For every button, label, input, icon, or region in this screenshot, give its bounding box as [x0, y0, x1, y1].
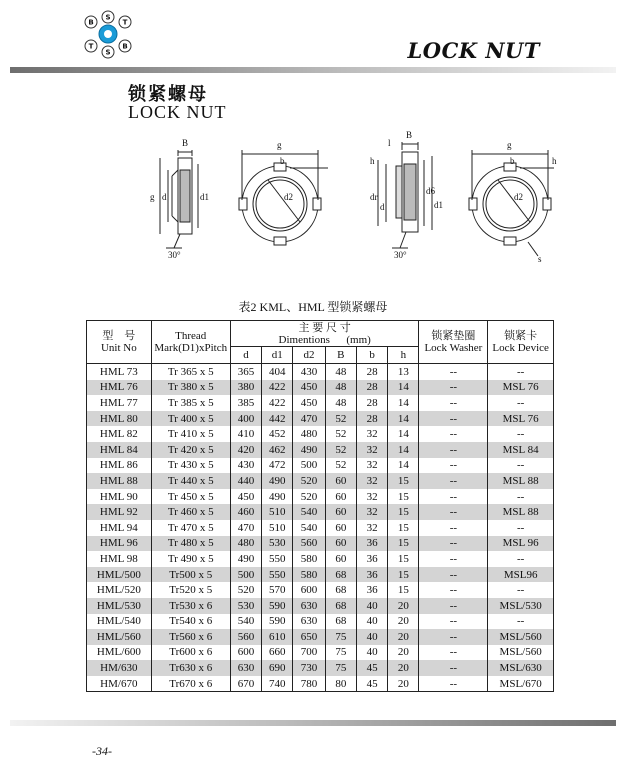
table-cell: 48 [325, 380, 356, 396]
table-cell: 500 [293, 458, 325, 474]
table-cell: -- [419, 442, 488, 458]
table-row [87, 629, 554, 645]
table-row [87, 614, 554, 630]
dim-label: B [406, 130, 413, 140]
table-cell: -- [419, 660, 488, 676]
dim-label: 30° [168, 250, 181, 260]
table-cell: Tr 450 x 5 [151, 489, 230, 505]
table-cell: Tr 480 x 5 [151, 536, 230, 552]
table-cell: 404 [262, 364, 293, 380]
table-cell: 740 [262, 676, 293, 692]
dim-label: g [507, 140, 512, 150]
table-cell: HML 77 [87, 395, 152, 411]
table-cell: MSL 88 [488, 504, 554, 520]
table-cell: HM/670 [87, 676, 152, 692]
table-row [87, 411, 554, 427]
logo-letter: S [105, 13, 111, 22]
table-cell: Tr 420 x 5 [151, 442, 230, 458]
page-number: -34- [92, 744, 112, 758]
table-row [87, 536, 554, 552]
table-cell: 510 [262, 520, 293, 536]
table-cell: MSL 84 [488, 442, 554, 458]
header-unit-no: 型 号 Unit No [87, 321, 152, 364]
table-cell: HML/600 [87, 645, 152, 661]
header-lock-device: 锁紧卡 Lock Device [488, 321, 554, 364]
table-cell: 690 [262, 660, 293, 676]
table-cell: 490 [293, 442, 325, 458]
table-cell: 422 [262, 380, 293, 396]
table-cell: 60 [325, 536, 356, 552]
table-cell: 68 [325, 598, 356, 614]
table-cell: 470 [293, 411, 325, 427]
table-cell: 32 [356, 489, 387, 505]
table-cell: HML 90 [87, 489, 152, 505]
dim-label: d6 [426, 186, 435, 196]
table-cell: -- [419, 395, 488, 411]
table-cell: 580 [293, 551, 325, 567]
table-cell: 28 [356, 395, 387, 411]
table-cell: HML/540 [87, 614, 152, 630]
table-cell: 20 [388, 645, 419, 661]
dim-label: b [280, 156, 285, 166]
table-cell: Tr 460 x 5 [151, 504, 230, 520]
table-cell: 520 [293, 473, 325, 489]
table-cell: 430 [293, 364, 325, 380]
header-dimensions: 主 要 尺 寸 Dimentions (mm) [230, 321, 419, 347]
table-cell: 20 [388, 598, 419, 614]
header-d2: d2 [293, 347, 325, 364]
table-cell: -- [488, 551, 554, 567]
dim-label: l [388, 138, 391, 148]
table-cell: -- [419, 473, 488, 489]
table-cell: Tr 440 x 5 [151, 473, 230, 489]
page-title-cn: 锁紧螺母 [128, 84, 208, 104]
table-cell: 36 [356, 551, 387, 567]
table-row [87, 364, 554, 380]
table-cell: MSL/560 [488, 629, 554, 645]
table-cell: 550 [262, 567, 293, 583]
table-cell: -- [488, 395, 554, 411]
table-cell: 422 [262, 395, 293, 411]
table-cell: HML 92 [87, 504, 152, 520]
table-cell: 20 [388, 614, 419, 630]
table-cell: 580 [293, 567, 325, 583]
side-section-washer-drawing [378, 142, 432, 248]
table-cell: 462 [262, 442, 293, 458]
table-cell: -- [488, 614, 554, 630]
table-cell: 60 [325, 473, 356, 489]
table-cell: 52 [325, 442, 356, 458]
table-cell: 48 [325, 395, 356, 411]
table-cell: -- [419, 364, 488, 380]
table-cell: MSL/530 [488, 598, 554, 614]
table-cell: 60 [325, 504, 356, 520]
table-cell: HML/530 [87, 598, 152, 614]
table-cell: 15 [388, 551, 419, 567]
table-cell: 36 [356, 567, 387, 583]
table-cell: 15 [388, 489, 419, 505]
dim-label: s [538, 254, 542, 264]
table-cell: Tr560 x 6 [151, 629, 230, 645]
table-cell: 520 [293, 489, 325, 505]
table-cell: 68 [325, 582, 356, 598]
table-cell: 540 [230, 614, 261, 630]
header-h: h [388, 347, 419, 364]
table-cell: Tr 490 x 5 [151, 551, 230, 567]
table-cell: MSL96 [488, 567, 554, 583]
table-cell: Tr600 x 6 [151, 645, 230, 661]
table-cell: Tr520 x 5 [151, 582, 230, 598]
table-cell: 365 [230, 364, 261, 380]
table-cell: Tr 470 x 5 [151, 520, 230, 536]
table-row [87, 442, 554, 458]
table-cell: 630 [293, 598, 325, 614]
table-cell: 450 [230, 489, 261, 505]
table-cell: Tr 410 x 5 [151, 426, 230, 442]
table-row [87, 426, 554, 442]
table-cell: 75 [325, 629, 356, 645]
company-logo [78, 10, 138, 60]
table-cell: Tr500 x 5 [151, 567, 230, 583]
dim-label: 30° [394, 250, 407, 260]
table-cell: 45 [356, 660, 387, 676]
header-thread: Thread Mark(D1)xPitch [151, 321, 230, 364]
table-row [87, 582, 554, 598]
table-cell: HML 84 [87, 442, 152, 458]
logo-letter: S [105, 48, 111, 57]
table-cell: 650 [293, 629, 325, 645]
table-cell: HML/520 [87, 582, 152, 598]
table-cell: 40 [356, 629, 387, 645]
table-cell: -- [419, 411, 488, 427]
table-cell: 630 [293, 614, 325, 630]
table-cell: 500 [230, 567, 261, 583]
table-row [87, 520, 554, 536]
table-cell: 410 [230, 426, 261, 442]
table-cell: -- [419, 380, 488, 396]
table-cell: 610 [262, 629, 293, 645]
table-cell: HML/560 [87, 629, 152, 645]
table-cell: 52 [325, 458, 356, 474]
table-cell: 530 [262, 536, 293, 552]
table-cell: 600 [293, 582, 325, 598]
table-cell: -- [488, 458, 554, 474]
dim-label: d2 [284, 192, 293, 202]
table-cell: 40 [356, 614, 387, 630]
table-cell: 28 [356, 411, 387, 427]
table-cell: 14 [388, 426, 419, 442]
table-cell: 670 [230, 676, 261, 692]
table-cell: HML 94 [87, 520, 152, 536]
table-cell: 452 [262, 426, 293, 442]
table-cell: 32 [356, 520, 387, 536]
dim-label: g [150, 192, 155, 202]
table-cell: Tr670 x 6 [151, 676, 230, 692]
table-cell: 730 [293, 660, 325, 676]
table-cell: 530 [230, 598, 261, 614]
table-cell: 32 [356, 458, 387, 474]
header-title: LOCK NUT [407, 38, 540, 63]
table-row [87, 645, 554, 661]
header-d: d [230, 347, 261, 364]
table-row [87, 567, 554, 583]
table-cell: 570 [262, 582, 293, 598]
table-cell: 80 [325, 676, 356, 692]
table-cell: 600 [230, 645, 261, 661]
table-cell: 32 [356, 504, 387, 520]
table-cell: 480 [230, 536, 261, 552]
table-cell: 20 [388, 660, 419, 676]
table-cell: 490 [262, 473, 293, 489]
table-cell: 36 [356, 536, 387, 552]
table-cell: HML 73 [87, 364, 152, 380]
table-cell: Tr530 x 6 [151, 598, 230, 614]
table-cell: -- [419, 614, 488, 630]
table-cell: 442 [262, 411, 293, 427]
table-cell: HML 80 [87, 411, 152, 427]
table-cell: -- [419, 629, 488, 645]
table-cell: 440 [230, 473, 261, 489]
table-cell: 60 [325, 520, 356, 536]
table-cell: 660 [262, 645, 293, 661]
table-cell: -- [419, 426, 488, 442]
table-cell: 68 [325, 567, 356, 583]
table-cell: MSL 96 [488, 536, 554, 552]
table-row [87, 489, 554, 505]
table-cell: 15 [388, 520, 419, 536]
table-cell: -- [419, 598, 488, 614]
table-cell: 13 [388, 364, 419, 380]
table-cell: 460 [230, 504, 261, 520]
table-cell: 420 [230, 442, 261, 458]
dim-label: h [370, 156, 375, 166]
header-lock-washer: 锁紧垫圈 Lock Washer [419, 321, 488, 364]
table-cell: 32 [356, 442, 387, 458]
table-cell: Tr630 x 6 [151, 660, 230, 676]
table-cell: 450 [293, 395, 325, 411]
table-cell: HML 96 [87, 536, 152, 552]
table-cell: MSL 76 [488, 411, 554, 427]
table-cell: Tr540 x 6 [151, 614, 230, 630]
table-cell: HM/630 [87, 660, 152, 676]
table-cell: 28 [356, 364, 387, 380]
table-cell: 15 [388, 567, 419, 583]
table-cell: 380 [230, 380, 261, 396]
table-cell: 75 [325, 645, 356, 661]
dim-label: d1 [200, 192, 209, 202]
table-cell: 52 [325, 426, 356, 442]
table-row [87, 660, 554, 676]
table-cell: HML/500 [87, 567, 152, 583]
table-cell: 480 [293, 426, 325, 442]
table-cell: Tr 385 x 5 [151, 395, 230, 411]
table-row [87, 504, 554, 520]
table-row [87, 458, 554, 474]
table-cell: 14 [388, 411, 419, 427]
table-cell: 450 [293, 380, 325, 396]
header-b: b [356, 347, 387, 364]
table-cell: 32 [356, 473, 387, 489]
table-cell: -- [419, 458, 488, 474]
table-cell: 32 [356, 426, 387, 442]
table-cell: -- [419, 582, 488, 598]
table-cell: 48 [325, 364, 356, 380]
table-cell: 40 [356, 598, 387, 614]
table-cell: 590 [262, 598, 293, 614]
table-cell: 15 [388, 504, 419, 520]
table-cell: 75 [325, 660, 356, 676]
table-row [87, 395, 554, 411]
table-cell: 780 [293, 676, 325, 692]
table-cell: -- [419, 489, 488, 505]
table-cell: 60 [325, 551, 356, 567]
table-cell: -- [488, 489, 554, 505]
table-cell: MSL/630 [488, 660, 554, 676]
table-cell: HML 98 [87, 551, 152, 567]
table-row [87, 551, 554, 567]
table-cell: -- [419, 536, 488, 552]
table-cell: Tr 380 x 5 [151, 380, 230, 396]
logo-letter: T [122, 18, 128, 27]
table-cell: 430 [230, 458, 261, 474]
dim-label: dr [370, 192, 378, 202]
dim-label: d1 [434, 200, 443, 210]
table-cell: 630 [230, 660, 261, 676]
table-cell: 28 [356, 380, 387, 396]
header-B: B [325, 347, 356, 364]
table-cell: 15 [388, 473, 419, 489]
dim-label: h [552, 156, 557, 166]
table-cell: Tr 400 x 5 [151, 411, 230, 427]
table-cell: 510 [262, 504, 293, 520]
table-row [87, 473, 554, 489]
table-row [87, 676, 554, 692]
table-cell: -- [419, 567, 488, 583]
table-cell: HML 86 [87, 458, 152, 474]
table-cell: 540 [293, 504, 325, 520]
table-cell: 15 [388, 536, 419, 552]
table-cell: -- [419, 645, 488, 661]
table-cell: 36 [356, 582, 387, 598]
table-cell: MSL/670 [488, 676, 554, 692]
table-cell: 40 [356, 645, 387, 661]
table-cell: 15 [388, 582, 419, 598]
dim-label: g [277, 140, 282, 150]
technical-drawings [140, 130, 560, 270]
table-cell: 45 [356, 676, 387, 692]
table-cell: 14 [388, 380, 419, 396]
table-caption: 表2 KML、HML 型锁紧螺母 [238, 300, 388, 314]
dim-label: b [510, 156, 515, 166]
table-cell: 68 [325, 614, 356, 630]
table-cell: -- [488, 582, 554, 598]
table-cell: 14 [388, 395, 419, 411]
table-cell: 52 [325, 411, 356, 427]
table-cell: -- [488, 520, 554, 536]
logo-letter: B [88, 18, 94, 27]
table-cell: -- [419, 676, 488, 692]
table-cell: MSL 88 [488, 473, 554, 489]
table-cell: 490 [262, 489, 293, 505]
table-cell: 520 [230, 582, 261, 598]
table-cell: -- [488, 364, 554, 380]
table-cell: 400 [230, 411, 261, 427]
table-cell: 550 [262, 551, 293, 567]
dim-label: d [380, 202, 385, 212]
table-row [87, 380, 554, 396]
dim-label: d [162, 192, 167, 202]
lock-nut-spec-table [86, 320, 554, 692]
table-cell: -- [488, 426, 554, 442]
table-cell: Tr 365 x 5 [151, 364, 230, 380]
table-cell: MSL 76 [488, 380, 554, 396]
table-cell: 20 [388, 629, 419, 645]
table-cell: 560 [230, 629, 261, 645]
table-cell: 14 [388, 442, 419, 458]
table-cell: 700 [293, 645, 325, 661]
table-cell: 385 [230, 395, 261, 411]
table-cell: HML 88 [87, 473, 152, 489]
table-cell: 540 [293, 520, 325, 536]
table-cell: HML 82 [87, 426, 152, 442]
table-cell: HML 76 [87, 380, 152, 396]
header-d1: d1 [262, 347, 293, 364]
dim-label: B [182, 138, 189, 148]
dim-label: d2 [514, 192, 523, 202]
table-cell: 20 [388, 676, 419, 692]
logo-letter: T [88, 42, 94, 51]
table-row [87, 598, 554, 614]
page-title-en: LOCK NUT [128, 102, 227, 122]
table-cell: -- [419, 520, 488, 536]
table-cell: 560 [293, 536, 325, 552]
table-cell: 490 [230, 551, 261, 567]
table-cell: MSL/560 [488, 645, 554, 661]
table-cell: 14 [388, 458, 419, 474]
table-cell: Tr 430 x 5 [151, 458, 230, 474]
logo-letter: B [122, 42, 128, 51]
table-cell: 590 [262, 614, 293, 630]
table-cell: 470 [230, 520, 261, 536]
table-cell: 472 [262, 458, 293, 474]
table-cell: -- [419, 504, 488, 520]
table-cell: -- [419, 551, 488, 567]
footer-rule [10, 720, 616, 726]
table-cell: 60 [325, 489, 356, 505]
header-rule [10, 67, 616, 73]
